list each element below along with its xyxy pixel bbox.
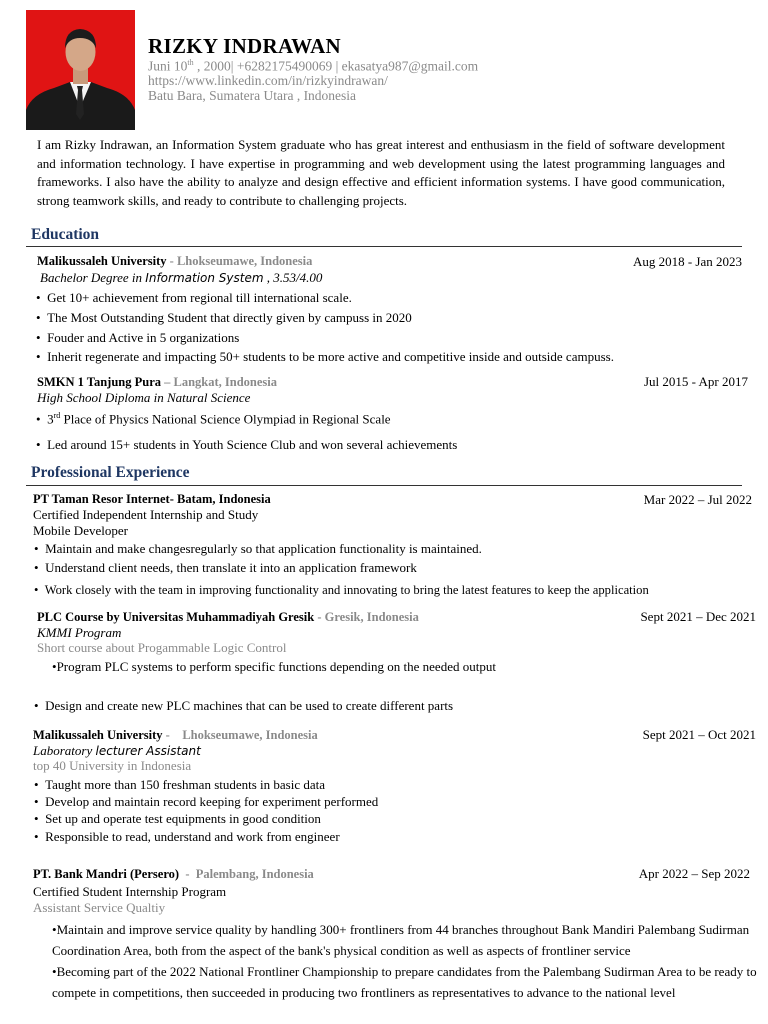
bullet-icon: • <box>36 411 41 427</box>
section-title-education: Education <box>31 226 100 243</box>
list-item-text: Inherit regenerate and impacting 50+ students to be more active and competitive inside and outside campuss. <box>47 349 614 364</box>
bullet-icon: • <box>36 310 41 325</box>
org-name: SMKN 1 Tanjung Pura <box>37 375 161 389</box>
experience-date: Sept 2021 – Dec 2021 <box>640 609 756 624</box>
location-text: Batu Bara, Sumatera Utara , Indonesia <box>148 88 357 103</box>
bullet-icon: • <box>34 698 39 713</box>
list-item-text: Understand client needs, then translate it into an application framework <box>45 560 417 575</box>
degree-line: High School Diploma in Natural Science <box>37 390 251 405</box>
bullet-icon: • <box>36 330 41 345</box>
org-name: Malikussaleh University <box>33 728 163 742</box>
bullet-icon: • <box>34 777 39 792</box>
role-title: lecturer Assistant <box>95 744 201 758</box>
place-suffix: rd <box>53 411 61 420</box>
org-location: - Palembang, Indonesia <box>179 867 314 881</box>
list-item <box>36 411 391 427</box>
experience-org <box>33 728 318 743</box>
list-item <box>34 583 649 598</box>
list-item <box>34 794 378 810</box>
list-item <box>34 829 340 845</box>
experience-program: KMMI Program <box>37 625 122 640</box>
list-item <box>34 541 482 557</box>
degree-major: Information System <box>145 271 264 285</box>
list-item <box>34 698 453 714</box>
list-item <box>34 560 417 576</box>
list-item-text: Get 10+ achievement from regional till international scale. <box>47 290 352 305</box>
list-item <box>34 919 764 961</box>
list-item-text: Fouder and Active in 5 organizations <box>47 330 240 345</box>
experience-org <box>37 610 419 625</box>
education-date: Aug 2018 - Jan 2023 <box>632 254 742 269</box>
linkedin-link[interactable]: https://www.linkedin.com/in/rizkyindrawan/ <box>148 73 388 88</box>
experience-date: Sept 2021 – Oct 2021 <box>642 727 756 742</box>
profile-summary: I am Rizky Indrawan, an Information System graduate who has great interest and enthusiasm in the field of software development and information technology. I have expertise in programming and web development using the latest programming languages and frameworks. I also have the ability to analyze and design effective and efficient information systems. I have good communication, strong teamwork skills, and ready to contribute to challenging projects. <box>37 137 725 209</box>
education-org <box>37 254 312 269</box>
org-location: - Lhokseumawe, Indonesia <box>166 254 313 268</box>
org-location: - Gresik, Indonesia <box>314 610 419 624</box>
list-item-text: The Most Outstanding Student that directly given by campuss in 2020 <box>47 310 412 325</box>
list-item-text: Maintain and improve service quality by handling 300+ frontliners from 44 branches throughout Bank Mandiri Palembang Sudirman Coordination Area, both from the aspect of the bank's physical condition as well as aspects of frontliner service <box>52 922 750 958</box>
bullet-icon: • <box>36 349 41 364</box>
list-item <box>36 330 239 346</box>
experience-org: PT Taman Resor Internet- Batam, Indonesia <box>33 492 271 506</box>
bullet-icon: • <box>52 922 57 937</box>
place-number: 3 <box>47 411 54 427</box>
bullet-icon: • <box>34 541 39 556</box>
experience-program: Certified Student Internship Program <box>33 884 227 899</box>
list-item-text: Becoming part of the 2022 National Frontliner Championship to prepare candidates from the Palembang Sudirman Area to be ready to compete in competitions, then succeeded in producing two frontliners as representatives to advance to the national level <box>52 964 757 1000</box>
bullet-icon: • <box>52 659 57 674</box>
bullet-icon: • <box>36 437 41 452</box>
candidate-name: RIZKY INDRAWAN <box>148 34 342 58</box>
experience-description: Short course about Progammable Logic Control <box>37 640 287 655</box>
degree-line <box>40 270 322 286</box>
profile-photo <box>26 10 135 130</box>
list-item-text: Design and create new PLC machines that can be used to create different parts <box>45 698 454 713</box>
list-item <box>36 310 412 326</box>
degree-gpa: , 3.53/4.00 <box>263 270 323 285</box>
list-item <box>34 811 321 827</box>
list-item-text: Develop and maintain record keeping for experiment performed <box>45 794 379 809</box>
list-item <box>36 437 457 453</box>
list-item-text: Maintain and make changesregularly so that application functionality is maintained. <box>45 541 482 556</box>
role-prefix: Laboratory <box>33 743 96 758</box>
education-org <box>37 375 277 390</box>
list-item <box>36 349 614 365</box>
list-item <box>34 777 325 793</box>
degree-prefix: Bachelor Degree in <box>40 270 146 285</box>
section-divider <box>26 485 742 486</box>
org-location: - Lhokseumawe, Indonesia <box>162 728 318 742</box>
list-item-text: Set up and operate test equipments in good condition <box>45 811 321 826</box>
list-item-text: Place of Physics National Science Olympiad in Regional Scale <box>60 411 391 427</box>
list-item <box>34 961 764 1003</box>
list-item-text: Led around 15+ students in Youth Science Club and won several achievements <box>47 437 458 452</box>
bullet-icon: • <box>34 560 39 575</box>
bullet-icon: • <box>34 794 39 809</box>
bullet-icon: • <box>34 583 39 597</box>
experience-org <box>33 867 314 882</box>
section-divider <box>26 246 742 247</box>
list-item-text: Responsible to read, understand and work from engineer <box>45 829 340 844</box>
phone-email: , 2000| +6282175490069 | ekasatya987@gmail.com <box>193 58 479 74</box>
experience-program: Certified Independent Internship and Study <box>33 507 259 522</box>
education-date: Jul 2015 - Apr 2017 <box>644 374 748 389</box>
bullet-icon: • <box>52 964 57 979</box>
bullet-icon: • <box>34 829 39 844</box>
org-location: – Langkat, Indonesia <box>161 375 278 389</box>
birth-day: Juni 10 <box>148 58 188 74</box>
section-title-experience: Professional Experience <box>31 464 190 481</box>
experience-date: Mar 2022 – Jul 2022 <box>643 492 752 507</box>
experience-role: Assistant Service Qualtiy <box>33 900 166 915</box>
experience-role <box>33 743 201 759</box>
org-name: Malikussaleh University <box>37 254 167 268</box>
org-name: PLC Course by Universitas Muhammadiyah Gresik <box>37 610 315 624</box>
bullet-icon: • <box>34 811 39 826</box>
experience-date: Apr 2022 – Sep 2022 <box>638 866 750 881</box>
list-item <box>34 656 504 677</box>
list-item-text: Program PLC systems to perform specific functions depending on the needed output <box>56 659 496 674</box>
birth-day-suffix: th <box>187 58 194 67</box>
experience-description: top 40 University in Indonesia <box>33 758 192 773</box>
bullet-icon: • <box>36 290 41 305</box>
list-item-text: Work closely with the team in improving functionality and innovating to bring the latest features to keep the application <box>44 583 649 597</box>
list-item <box>36 290 352 306</box>
org-name: PT. Bank Mandri (Persero) <box>33 867 180 881</box>
list-item-text: Taught more than 150 freshman students in basic data <box>45 777 326 792</box>
experience-role: Mobile Developer <box>33 523 128 538</box>
